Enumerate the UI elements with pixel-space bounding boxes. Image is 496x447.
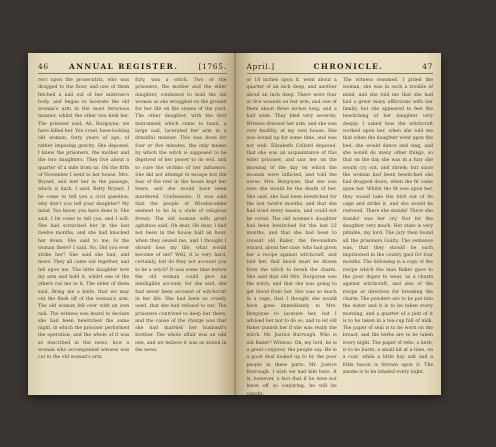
right-page-number: 47 bbox=[422, 62, 433, 71]
right-column-2-text: The witness resumed. I pitied the woman, she was in such a trouble of mind, and she told me that she had had a great many afflictions with her family, but she appeared to feel the bewitching of her daughter very deeply. I asked how the witchcraft worked upon her, when she told me that when the daughter went upon the bed, she would dance and sing, and she would do many other things, so that on the day she was in a fury she would cry out, and shriek; but since the woman had been bewitched she had dropped down, when the fit came upon her. Whilst the fit was upon her, they would take the bird out of its cage and strike it, and she would be restored. There she stands! There she stands! was her cry. Not for the daughter very much. Her state is very pitiable, my lord. The jury then found all the prisoners Guilty. The sentence was, that they should be each imprisoned in the county gaol for four months. The following is a copy of the recipe which the man Baker gave to the poor dupes to wear, as a charm against witchcraft, and also of the recipe or direction for breaking the charm. The powders are to be put into the water and it is to be taken every morning, and a quarter of a pint of it is to be taken in a tea-cup full of milk. The paper of seal is to be worn on the breast, and the herbs are to be taken every night. The paper of rebs, a herb, is to be burnt, a small bit at a time, on a coal, while a little bay salt and a little bacon is thrown upon it. The smoke is to be inhaled every night. bbox=[342, 78, 433, 375]
left-columns bbox=[38, 77, 227, 387]
right-running-title: CHRONICLE. bbox=[313, 62, 384, 71]
left-page bbox=[28, 53, 235, 395]
left-column-1-text: rect upon the prosecutrix, who was dragged to the floor, and one of them fetched a nail out of her mistress's body, and began to lacerate the old woman's arm in the most ferocious manner, whilst the other two held her. The prisoner said, Ah, Burgoyne, we have killed her. You cruel, base-looking old woman, forty years of age, of rather imposing gravity. She deposed, I knew the prisoners, the mother and the two daughters. They live about a quarter of a mile from us. On the fifth of November I went to her house. Mrs. Bryant, and met her in the passage, which is dark. I said, Betty Bryant, I be come to tell you a civil question, why don't you tell your daughter? My mind, You know, you have done it. She said, I be come to tell you, and I will. She had scratched her in the last twelve months, and she had knocked her down. She said to me, Is the woman there? I said, No. Did you ever strike her? She said she had, and more. They all came out together, and fell upon me. The little daughter tore my arm and held it, whilst one of the others cut me in it. The elder of them said, Bring me a knife, that we may cut the flesh off of the woman's arm. The old woman fell over with an iron nail. The witness was heard to declare she had been bewitched the same night, in which the prisoner performed the operation, and the whole of it was so described in the news, how a woman who accompanied witness was cut in the old woman's arm. bbox=[38, 78, 130, 361]
right-running-head bbox=[247, 62, 434, 74]
right-column-1 bbox=[246, 77, 337, 397]
left-running-title: ANNUAL REGISTER. bbox=[68, 62, 179, 71]
left-column-2-text: fury, was a witch. Two of the prisoners, the mother and the elder daughter, confessed to hold the old woman as she struggled on the ground for her life on the stones of the yard. The other daughter, with the first instrument which came to hand, a large nail, lacerated her arm in a dreadful manner. This was done for four or five minutes, the only means by which the witch is supposed to be deprived of her power to do evil, and to cure the victims of her influence. She did not attempt to escape but the fear of the rest in the house kept her there, and she would have been murdered. Confessions. It was said that the people of Wiveliscombe seemed to be in a state of religious frenzy. The old woman with great agitation said, Oh dear, Oh dear, I had not been in the house half an hour, when they seized me, and I thought I should lose my life, what would become of me? Well, it is very hard, certainly, but do they not account you to be a witch? It was some time before the old woman could give an intelligible account, for she said, she had never been accused of witchcraft in her life. She had been so cruelly used, that she had refused to eat. The prisoners contrived to keep her there, and the cause of the charge was that she had married her husband's brother. The whole affair was an odd one, and we believe it was as stated in the news. bbox=[135, 78, 227, 353]
right-page bbox=[235, 53, 442, 395]
left-column-2 bbox=[135, 77, 226, 387]
left-running-head bbox=[38, 62, 227, 74]
right-column-1-text: or 18 inches upon it, went about a quarter of an inch deep, and another about an inch deep. There were four or five wounds on her arm, and one of them about three inches long, and a half wide. They bled very severely. Witness dressed her arm, and she was very healthy, at my own house. She was bound up for some time, and was not well. Elizabeth Collard deposed, that she was an acquaintance of this elder prisoner, and saw her on the morning of the day on which the wounds were inflicted, and told the nurse, Mrs. Burgoyne, that she was sure she would be the death of her. She said, she had been bewitched for the last twelve months, and that she had tried every means, and could not be cured. The old woman's daughter had been bewitched for the last 22 months, and that she had been to consult old Baker, the Devonshire wizard, about her case, who had given her a recipe against witchcraft, and told her, that blood must be drawn from the witch to break the charm. She said that old Mrs. Burgoyne was the witch, and that she was going to get blood from her. She was so much in a rage, that I thought she would have gone immediately to Mrs. Burgoyne to lacerate her, but I advised her not to do so, and to let old Baker punish her if she was really the witch. Mr. Justice Burrough. Who is old Baker? Witness. Oh, my lord, he is a great conjuror, the people say. He is a good deal looked up to by the poor people in these parts. Mr. Justice Burrough. I wish we had him here. It is, however, a fact that if he does not leave off so conjuring, he will be caught. bbox=[246, 78, 337, 397]
left-page-number: 46 bbox=[38, 62, 49, 71]
left-year-tag: [1765. bbox=[198, 62, 227, 71]
book-gutter bbox=[234, 53, 236, 395]
left-column-1 bbox=[38, 77, 129, 387]
open-book bbox=[28, 53, 441, 395]
right-column-2 bbox=[343, 77, 433, 387]
right-columns bbox=[246, 77, 434, 397]
right-running-month: April.] bbox=[246, 62, 275, 71]
